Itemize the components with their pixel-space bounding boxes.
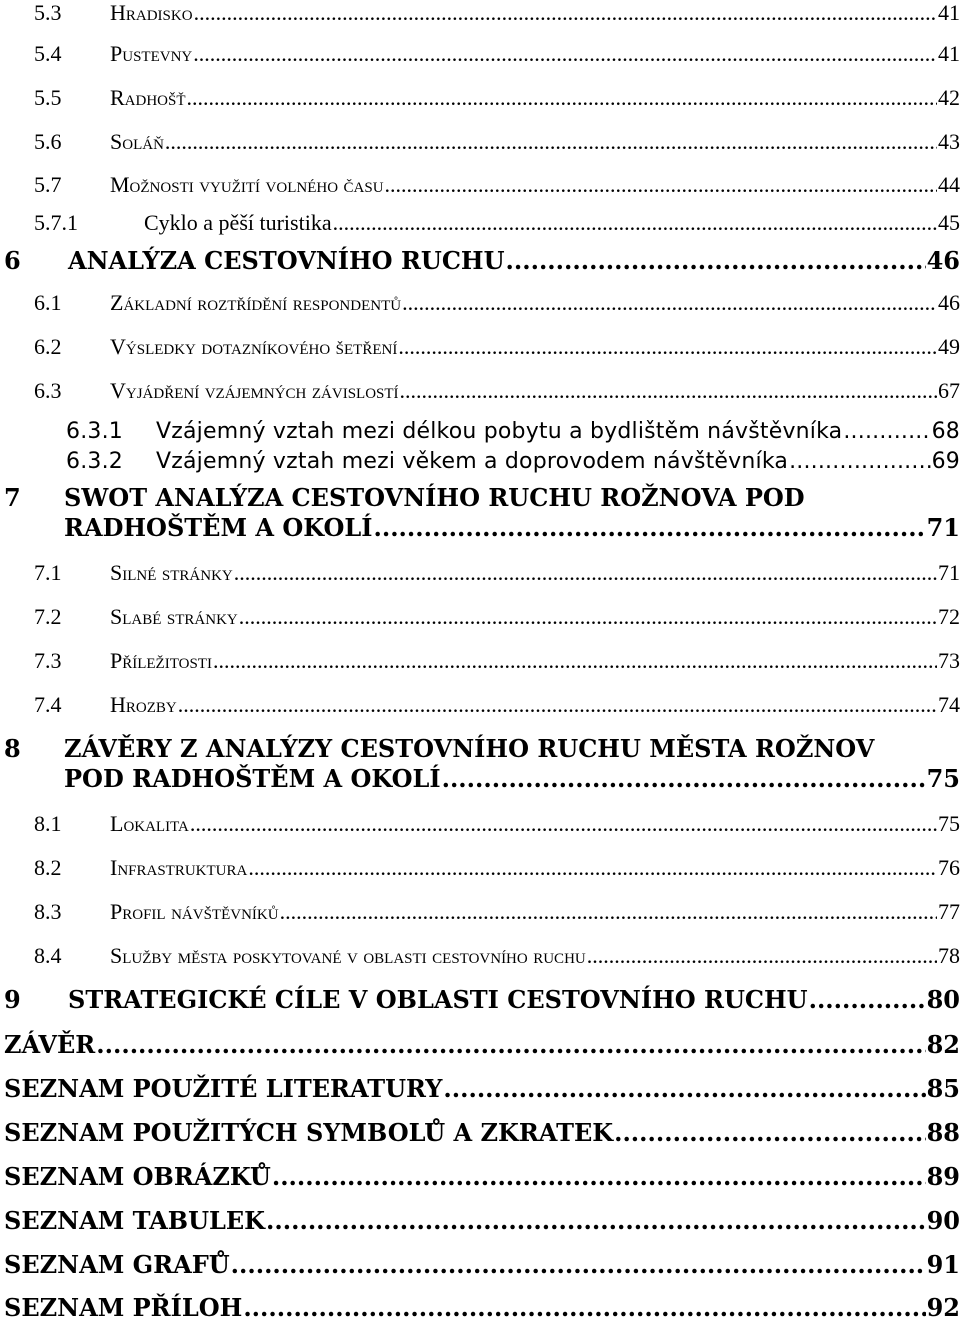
entry-title: Hrozby [110, 692, 177, 717]
dot-leader [248, 855, 937, 881]
dot-leader [193, 41, 937, 67]
dot-leader [333, 210, 937, 236]
entry-title: Vzájemný vztah mezi délkou pobytu a bydlištěm návštěvníka [156, 419, 843, 444]
entry-title-line1: SWOT ANALÝZA CESTOVNÍHO RUCHU ROŽNOVA POD [64, 483, 805, 512]
dot-leader [506, 246, 926, 275]
entry-page: 71 [938, 560, 960, 585]
entry-title: SEZNAM POUŽITÝCH SYMBOLŮ A ZKRATEK [4, 1118, 614, 1147]
toc-entry[interactable] [0, 246, 960, 275]
dot-leader [243, 1293, 925, 1322]
entry-page: 78 [938, 943, 960, 968]
entry-number: 5.6 [34, 129, 62, 154]
toc-entry[interactable] [0, 692, 960, 718]
entry-number: 6.2 [34, 334, 62, 359]
entry-title: Služby města poskytované v oblasti cestovního ruchu [110, 943, 586, 968]
entry-title: Vyjádření vzájemných závislostí [110, 378, 399, 403]
dot-leader [587, 943, 937, 969]
dot-leader [614, 1118, 926, 1147]
entry-title: SEZNAM PŘÍLOH [4, 1293, 243, 1322]
dot-leader [280, 899, 937, 925]
dot-leader [178, 692, 937, 718]
dot-leader [239, 604, 937, 630]
entry-page: 41 [938, 41, 960, 66]
entry-number: 9 [4, 985, 21, 1014]
toc-entry[interactable] [0, 1162, 960, 1191]
entry-title: SEZNAM POUŽITÉ LITERATURY [4, 1074, 443, 1103]
entry-page: 68 [931, 419, 960, 444]
entry-number: 7.1 [34, 560, 62, 585]
toc-entry[interactable] [0, 648, 960, 674]
entry-number: 7.4 [34, 692, 62, 717]
toc-entry[interactable] [0, 1074, 960, 1103]
entry-number: 6.3.2 [66, 449, 123, 474]
entry-title: SEZNAM OBRÁZKŮ [4, 1162, 271, 1191]
entry-page: 75 [938, 811, 960, 836]
entry-title-line2: RADHOŠTĚM A OKOLÍ [64, 513, 373, 542]
entry-page: 90 [926, 1206, 960, 1235]
entry-title: Příležitosti [110, 648, 212, 673]
entry-title: ZÁVĚR [4, 1030, 96, 1059]
entry-title-line1: ZÁVĚRY Z ANALÝZY CESTOVNÍHO RUCHU MĚSTA ROŽNOV [64, 734, 875, 763]
entry-title: SEZNAM TABULEK [4, 1206, 266, 1235]
entry-page: 49 [938, 334, 960, 359]
entry-page: 44 [938, 172, 960, 197]
entry-page: 88 [926, 1118, 960, 1147]
entry-title: Lokalita [110, 811, 189, 836]
entry-title: Cyklo a pěší turistika [144, 210, 332, 235]
dot-leader [402, 290, 937, 316]
entry-number: 6.1 [34, 290, 62, 315]
entry-title: Výsledky dotazníkového šetření [110, 334, 398, 359]
entry-title: STRATEGICKÉ CÍLE V OBLASTI CESTOVNÍHO RUCHU [68, 985, 808, 1014]
toc-entry[interactable] [0, 1250, 960, 1279]
dot-leader [843, 419, 930, 444]
entry-number: 6.3 [34, 378, 62, 403]
toc-entry[interactable] [0, 1030, 960, 1059]
toc-entry[interactable] [0, 419, 960, 444]
entry-page: 85 [926, 1074, 960, 1103]
dot-leader [213, 648, 937, 674]
toc-entry[interactable] [0, 172, 960, 198]
entry-number: 8 [4, 734, 21, 763]
entry-page: 74 [938, 692, 960, 717]
entry-number: 8.1 [34, 811, 62, 836]
toc-entry[interactable] [0, 129, 960, 155]
entry-title: Pustevny [110, 41, 193, 66]
dot-leader [231, 1250, 926, 1279]
entry-title: Slabé stránky [110, 604, 238, 629]
entry-title: Možnosti využití volného času [110, 172, 384, 197]
toc-entry[interactable] [0, 811, 960, 837]
entry-number: 5.4 [34, 41, 62, 66]
toc-entry[interactable] [0, 1118, 960, 1147]
entry-page: 72 [938, 604, 960, 629]
dot-leader [385, 172, 937, 198]
dot-leader [373, 513, 925, 542]
dot-leader [272, 1162, 926, 1191]
entry-title: Hradisko [110, 0, 193, 25]
toc-entry[interactable] [0, 943, 960, 969]
dot-leader [187, 85, 937, 111]
entry-page: 43 [938, 129, 960, 154]
toc-entry[interactable] [0, 560, 960, 586]
entry-title: Profil návštěvníků [110, 899, 279, 924]
entry-page: 73 [938, 648, 960, 673]
toc-entry[interactable] [0, 41, 960, 67]
toc-entry[interactable] [0, 85, 960, 111]
entry-page: 69 [931, 449, 960, 474]
entry-number: 8.4 [34, 943, 62, 968]
entry-page: 42 [938, 85, 960, 110]
toc-entry[interactable] [0, 334, 960, 360]
toc-entry[interactable] [0, 290, 960, 316]
dot-leader [443, 1074, 925, 1103]
toc-entry[interactable] [0, 210, 960, 236]
dot-leader [234, 560, 937, 586]
entry-page: 46 [926, 246, 960, 275]
entry-number: 5.3 [34, 0, 62, 25]
dot-leader [194, 0, 937, 26]
dot-leader [400, 378, 937, 404]
entry-title: ANALÝZA CESTOVNÍHO RUCHU [68, 246, 505, 275]
toc-entry[interactable] [0, 449, 960, 474]
entry-page: 82 [926, 1030, 960, 1059]
entry-title: Radhošť [110, 85, 186, 110]
entry-page: 91 [926, 1250, 960, 1279]
dot-leader [442, 764, 926, 793]
entry-page: 75 [926, 764, 960, 793]
entry-number: 5.7 [34, 172, 62, 197]
toc-entry[interactable] [0, 0, 960, 26]
entry-title: Vzájemný vztah mezi věkem a doprovodem návštěvníka [156, 449, 789, 474]
entry-title: Soláň [110, 129, 164, 154]
toc-entry[interactable] [0, 855, 960, 881]
entry-number: 5.7.1 [34, 210, 78, 235]
entry-page: 46 [938, 290, 960, 315]
entry-page: 76 [938, 855, 960, 880]
toc-entry[interactable] [0, 378, 960, 404]
entry-number: 8.2 [34, 855, 62, 880]
entry-number: 7.2 [34, 604, 62, 629]
entry-title: Infrastruktura [110, 855, 248, 880]
entry-title-line2: POD RADHOŠTĚM A OKOLÍ [64, 764, 441, 793]
entry-page: 67 [938, 378, 960, 403]
entry-page: 89 [926, 1162, 960, 1191]
entry-number: 7.3 [34, 648, 62, 673]
toc-entry[interactable] [0, 604, 960, 630]
entry-page: 92 [926, 1293, 960, 1322]
entry-title: SEZNAM GRAFŮ [4, 1250, 230, 1279]
entry-page: 71 [926, 513, 960, 542]
dot-leader [809, 985, 926, 1014]
dot-leader [789, 449, 931, 474]
entry-page: 80 [926, 985, 960, 1014]
entry-number: 6 [4, 246, 21, 275]
entry-number: 8.3 [34, 899, 62, 924]
toc-entry[interactable] [0, 1293, 960, 1322]
entry-title: Silné stránky [110, 560, 233, 585]
dot-leader [165, 129, 937, 155]
entry-number: 7 [4, 483, 21, 512]
entry-page: 45 [938, 210, 960, 235]
dot-leader [96, 1030, 925, 1059]
dot-leader [266, 1206, 926, 1235]
dot-leader [190, 811, 937, 837]
toc-entry[interactable] [0, 985, 960, 1014]
toc-entry[interactable] [0, 899, 960, 925]
entry-number: 6.3.1 [66, 419, 123, 444]
entry-page: 41 [938, 0, 960, 25]
entry-title: Základní roztřídění respondentů [110, 290, 402, 315]
entry-page: 77 [938, 899, 960, 924]
toc-entry[interactable] [0, 1206, 960, 1235]
dot-leader [398, 334, 937, 360]
entry-number: 5.5 [34, 85, 62, 110]
